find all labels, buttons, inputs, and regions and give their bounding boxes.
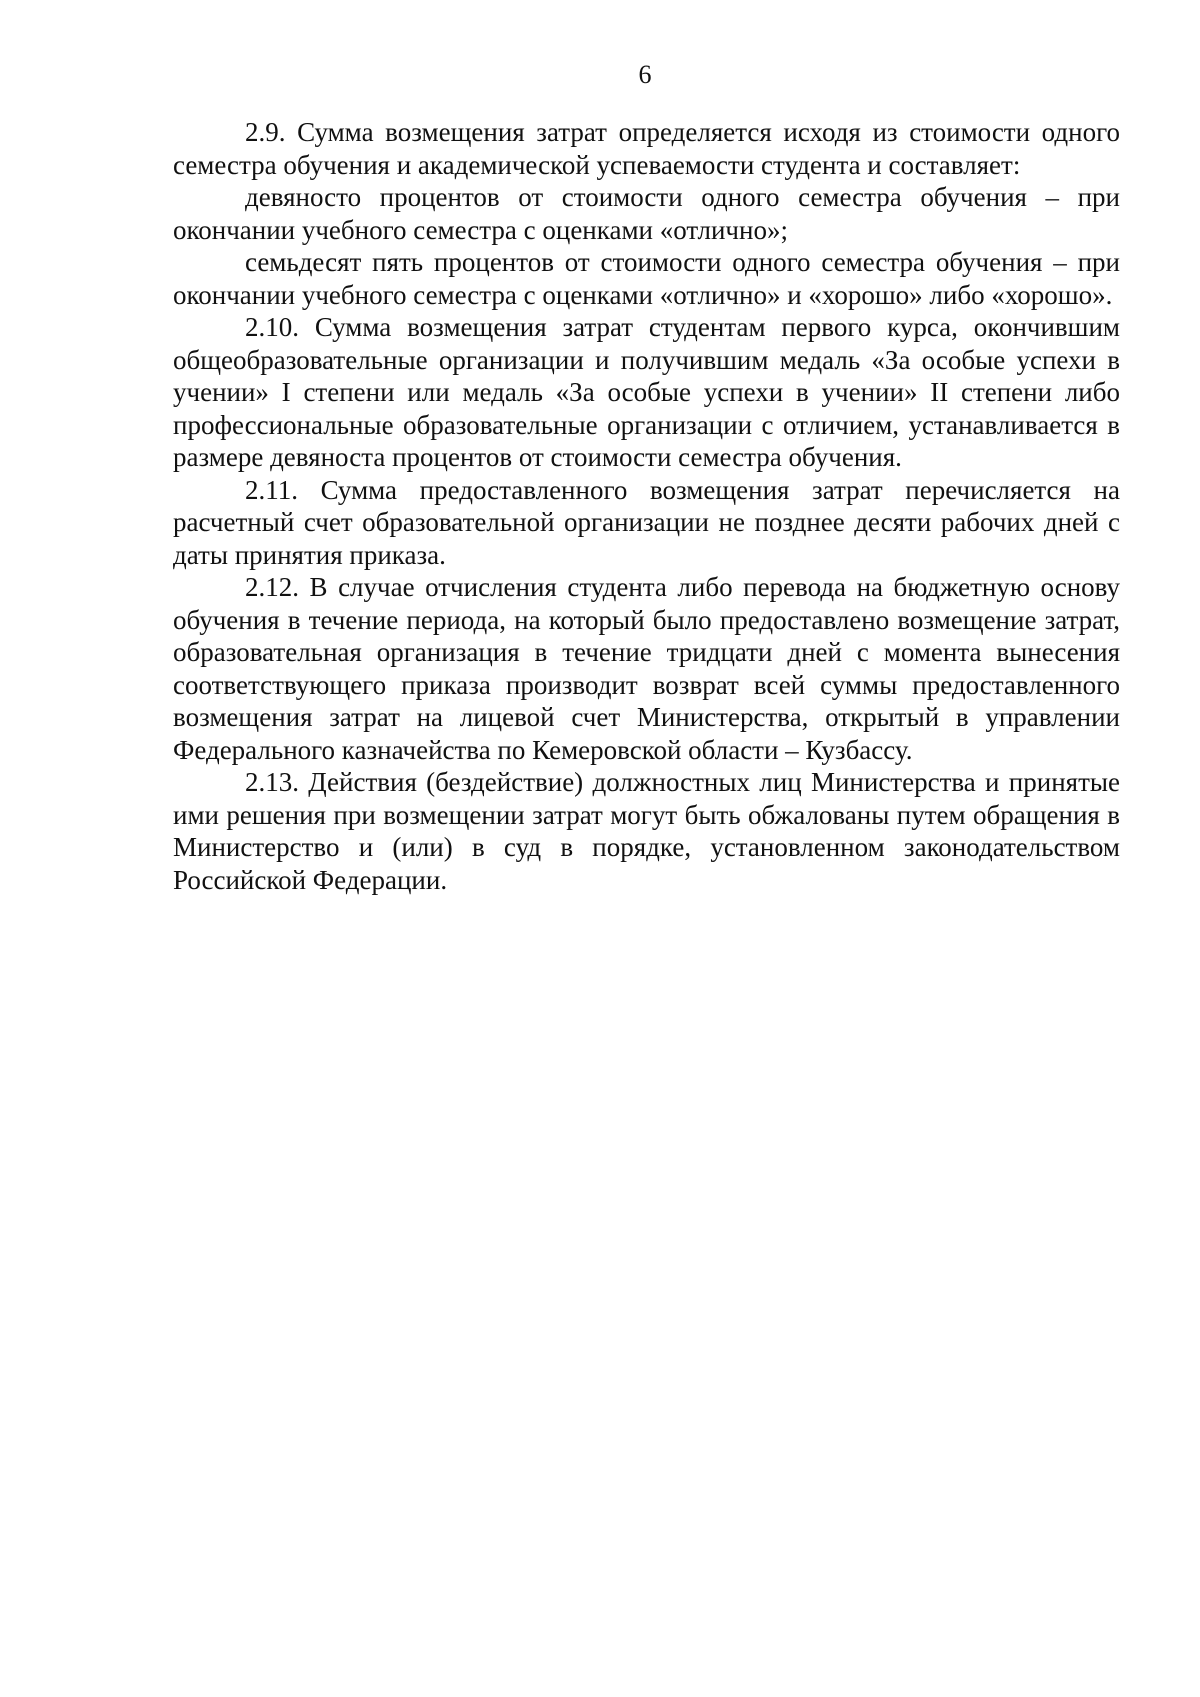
page-number: 6 — [638, 60, 652, 89]
paragraph-2-11: 2.11. Сумма предоставленного возмещения затрат перечисляется на расчетный счет образовательной организации не позднее десяти рабочих дней с даты принятия приказа. — [173, 474, 1120, 570]
paragraph-ninety-percent: девяносто процентов от стоимости одного семестра обучения – при окончании учебного семестра с оценками «отлично»; — [173, 182, 1120, 245]
paragraph-2-13: 2.13. Действия (бездействие) должностных лиц Министерства и принятые ими решения при возмещении затрат могут быть обжалованы путем обращения в Министерство и (или) в суд в порядке, установленном законодательством Российской Федерации. — [173, 767, 1120, 895]
paragraph-2-9: 2.9. Сумма возмещения затрат определяется исходя из стоимости одного семестра обучения и академической успеваемости студента и составляет: — [173, 117, 1120, 180]
document-body — [173, 116, 1120, 896]
paragraph-2-12: 2.12. В случае отчисления студента либо перевода на бюджетную основу обучения в течение периода, на который было предоставлено возмещение затрат, образовательная организация в течение тридцати дней с момента вынесения соответствующего приказа производит возврат всей суммы предоставленного возмещения затрат на лицевой счет Министерства, открытый в управлении Федерального казначейства по Кемеровской области – Кузбассу. — [173, 572, 1120, 765]
paragraph-2-10: 2.10. Сумма возмещения затрат студентам первого курса, окончившим общеобразовательные организации и получившим медаль «За особые успехи в учении» I степени или медаль «За особые успехи в учении» II степени либо профессиональные образовательные организации с отличием, устанавливается в размере девяноста процентов от стоимости семестра обучения. — [173, 312, 1120, 472]
paragraph-seventy-five-percent: семьдесят пять процентов от стоимости одного семестра обучения – при окончании учебного семестра с оценками «отлично» и «хорошо» либо «хорошо». — [173, 247, 1120, 310]
